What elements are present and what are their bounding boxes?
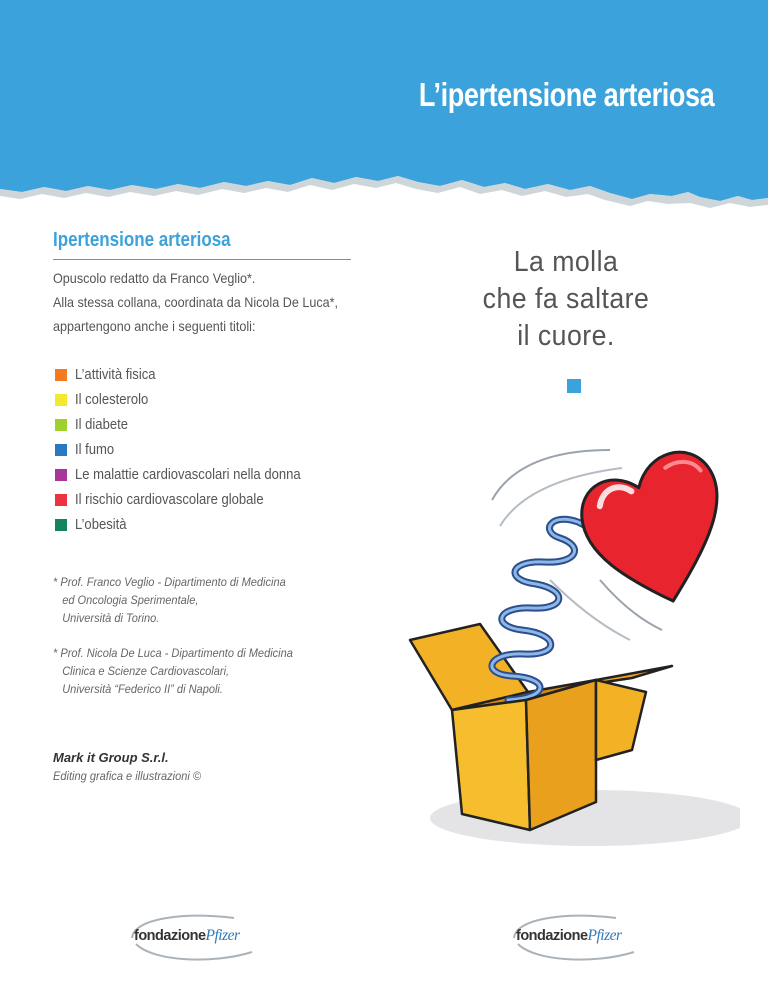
color-square-icon: [55, 444, 67, 456]
title-label: Il diabete: [75, 416, 128, 433]
intro-line: Alla stessa collana, coordinata da Nicola De Luca*,: [53, 294, 339, 310]
logo-text: [516, 927, 622, 945]
logo-part-pfizer: Pfizer: [587, 927, 622, 944]
header-banner: [0, 0, 768, 215]
intro-line: Opuscolo redatto da Franco Veglio*.: [53, 270, 256, 286]
heart-spring-box-icon: [400, 430, 740, 860]
section-title: Ipertensione arteriosa: [53, 229, 231, 251]
slogan-line: il cuore.: [517, 320, 615, 352]
logo-text: [134, 927, 240, 945]
author-note-deluca: [53, 644, 293, 698]
color-square-icon: [55, 469, 67, 481]
list-item: [55, 487, 326, 512]
logo-part-fondazione: fondazione: [134, 928, 206, 944]
color-square-icon: [55, 369, 67, 381]
intro-text: [53, 266, 350, 338]
fondazione-pfizer-logo: [506, 908, 646, 968]
title-label: Il colesterolo: [75, 391, 149, 408]
note-line: Università “Federico II” di Napoli.: [62, 682, 223, 696]
title-label: Il rischio cardiovascolare globale: [75, 491, 264, 508]
list-item: [55, 512, 326, 537]
series-titles-list: [55, 362, 326, 537]
list-item: [55, 362, 326, 387]
color-square-icon: [55, 394, 67, 406]
color-square-icon: [55, 419, 67, 431]
slogan-line: che fa saltare: [482, 283, 650, 315]
fondazione-pfizer-logo: [124, 908, 264, 968]
title-label: Le malattie cardiovascolari nella donna: [75, 466, 301, 483]
section-divider: [53, 259, 351, 260]
credit-company: Mark it Group S.r.l.: [53, 750, 169, 765]
title-label: Il fumo: [75, 441, 115, 458]
list-item: [55, 412, 326, 437]
list-item: [55, 387, 326, 412]
author-note-veglio: [53, 573, 286, 627]
logo-part-fondazione: fondazione: [516, 928, 588, 944]
color-square-icon: [55, 494, 67, 506]
title-label: L’obesità: [75, 516, 127, 533]
note-line: * Prof. Franco Veglio - Dipartimento di Medicina: [53, 575, 286, 589]
banner-title: L’ipertensione arteriosa: [418, 76, 714, 113]
note-line: * Prof. Nicola De Luca - Dipartimento di Medicina: [53, 646, 293, 660]
note-line: ed Oncologia Sperimentale,: [62, 593, 199, 607]
title-label: L’attività fisica: [75, 366, 156, 383]
note-line: Università di Torino.: [62, 611, 160, 625]
list-item: [55, 462, 326, 487]
logo-part-pfizer: Pfizer: [205, 927, 240, 944]
credit-text: Editing grafica e illustrazioni ©: [53, 769, 202, 783]
list-item: [55, 437, 326, 462]
accent-square-icon: [567, 379, 581, 393]
intro-line: appartengono anche i seguenti titoli:: [53, 318, 256, 334]
color-square-icon: [55, 519, 67, 531]
slogan: [466, 244, 666, 355]
note-line: Clinica e Scienze Cardiovascolari,: [62, 664, 230, 678]
slogan-line: La molla: [513, 246, 619, 278]
